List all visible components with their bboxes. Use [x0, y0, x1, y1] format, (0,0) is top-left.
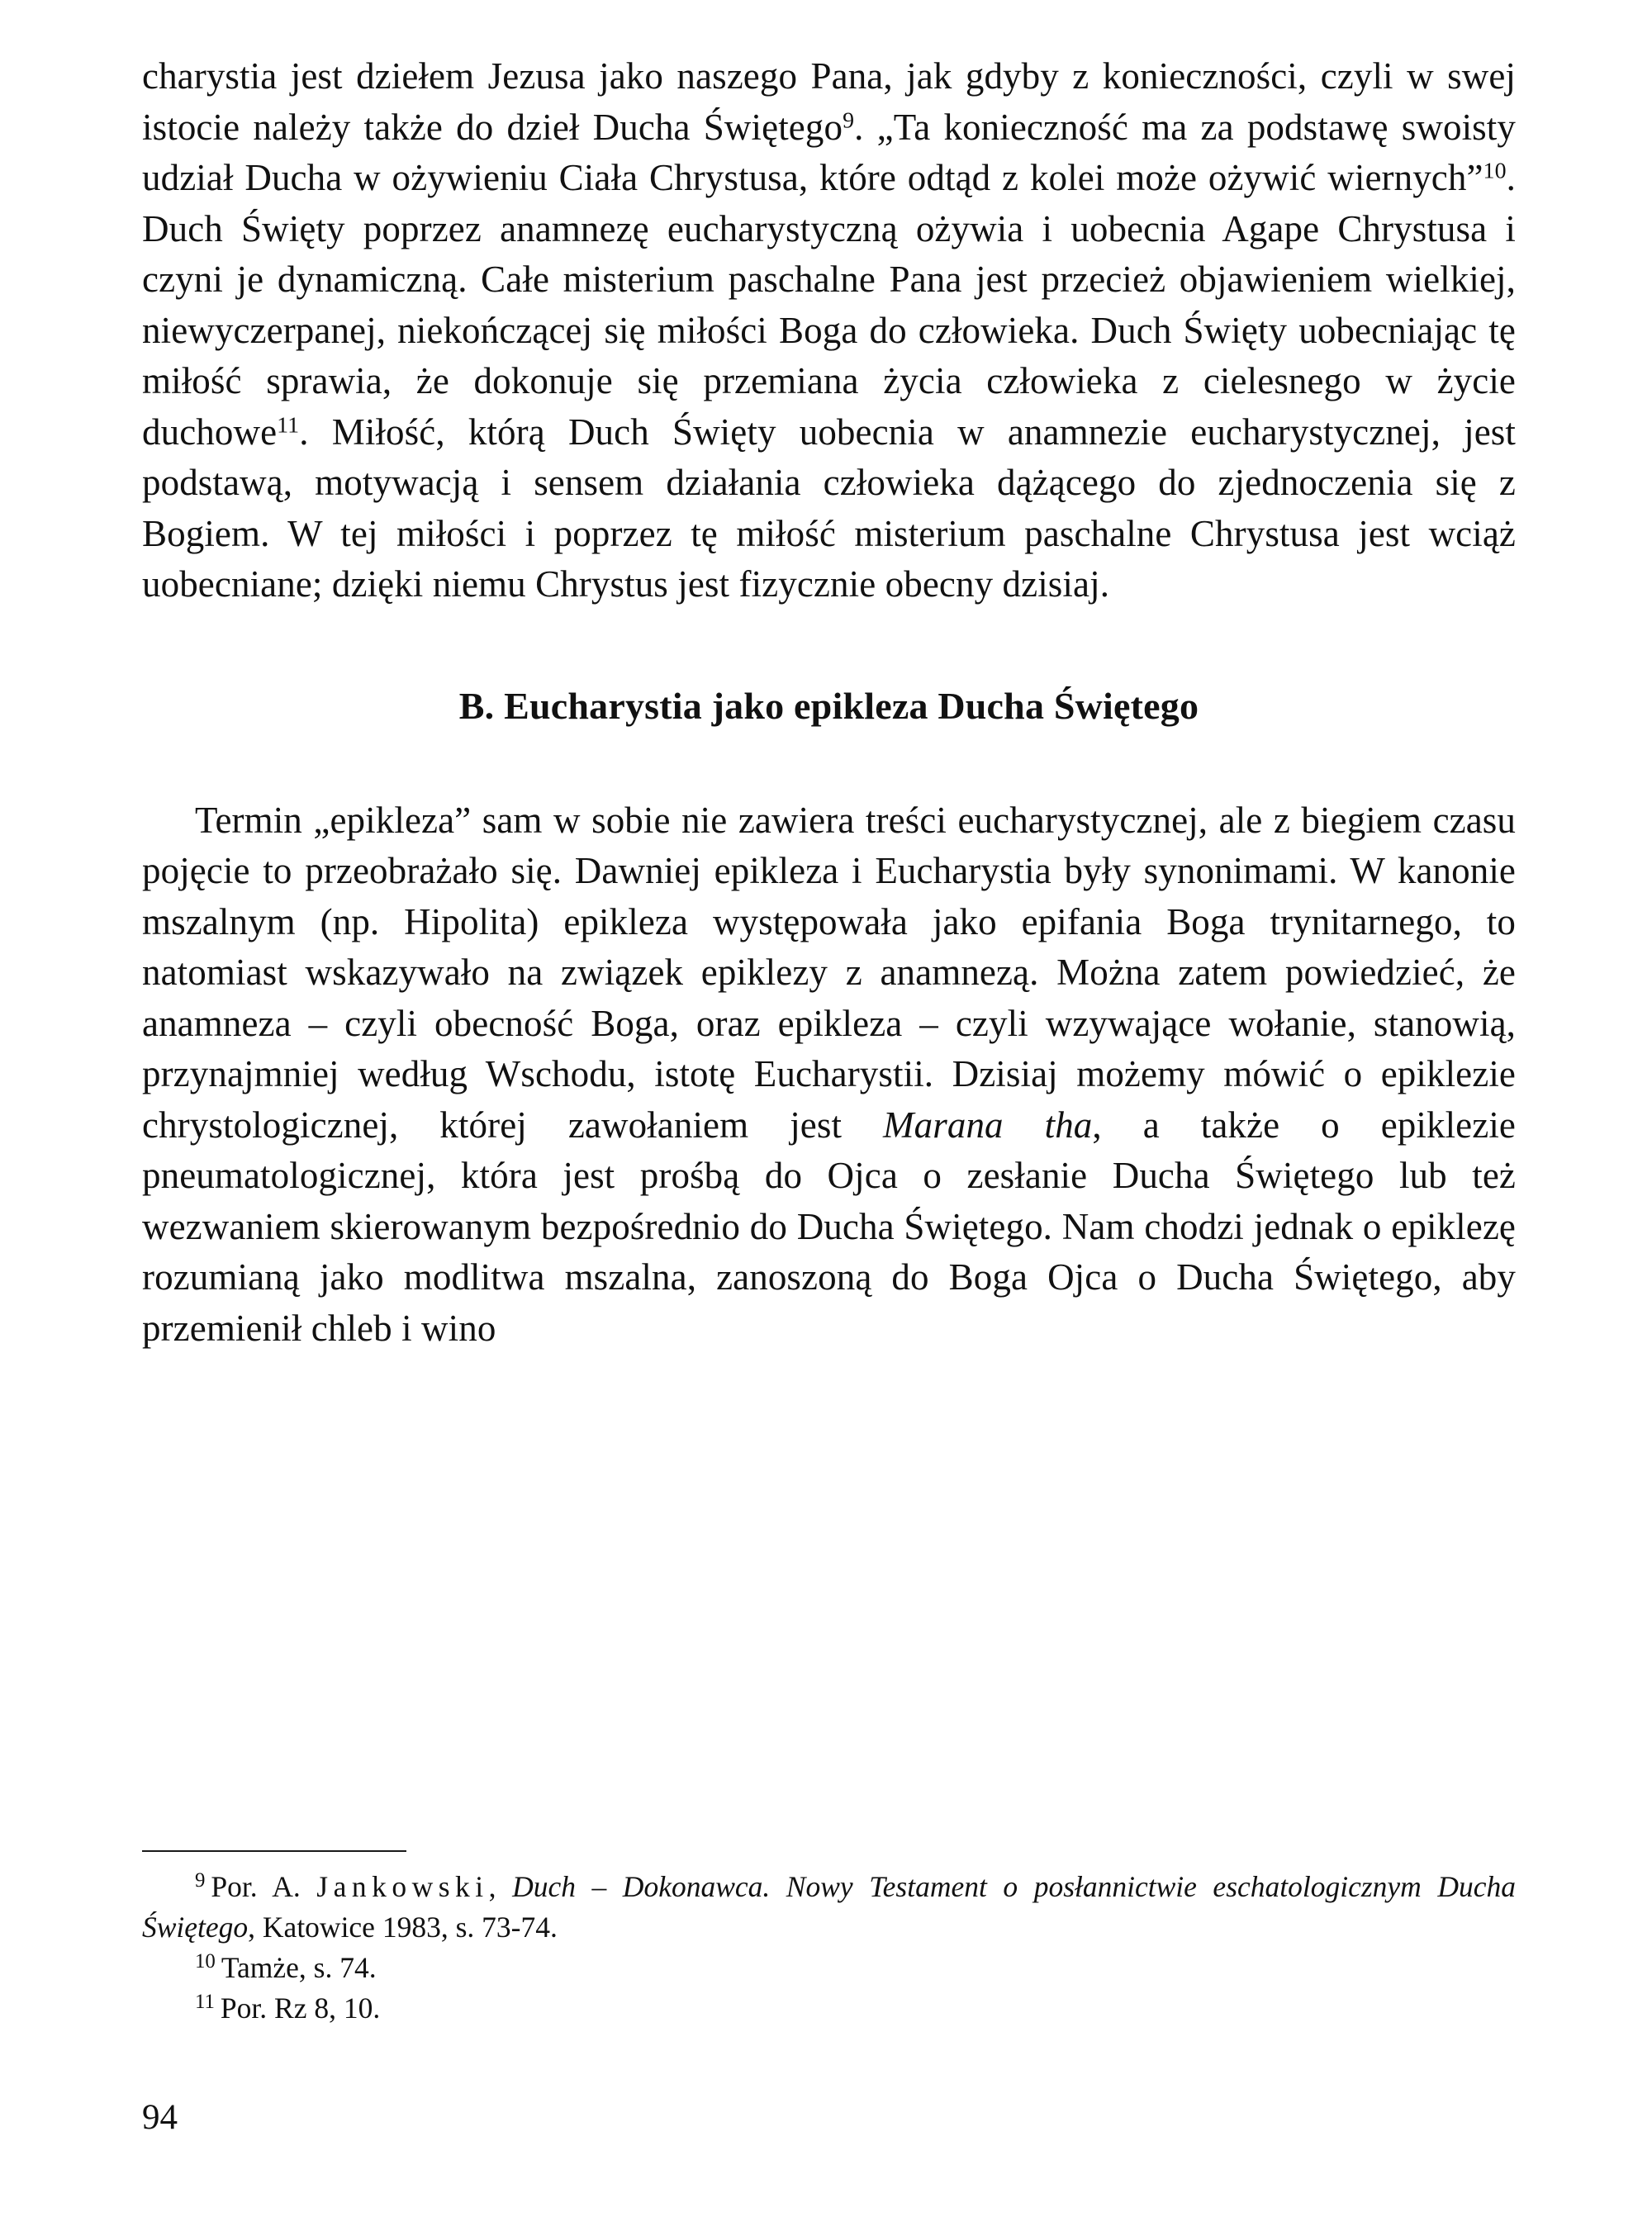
paragraph-1-segment-1: charystia jest dziełem Jezusa jako naszego Pana, jak gdyby z konieczności, czyli w swej istocie należy także do dzieł Ducha Świętego: [142, 55, 1516, 148]
footnote-number-9: 9: [195, 1868, 206, 1892]
footnote-10-text: Tamże, s. 74.: [221, 1951, 377, 1984]
section-heading-b: B. Eucharystia jako epikleza Ducha Świętego: [458, 684, 1199, 727]
footnote-9-prefix: Por. A.: [211, 1870, 317, 1903]
page-number: 94: [142, 2098, 178, 2137]
footnote-item-11: [142, 1988, 1516, 2029]
footnote-9-title: Duch – Dokonawca. Nowy Testament o posłannictwie eschatologicznym Ducha Świętego: [142, 1870, 1516, 1944]
footnote-separator-rule: [142, 1850, 406, 1852]
paragraph-2-segment-2: , a także o epiklezie pneumatologicznej, która jest prośbą do Ojca o zesłanie Ducha Świętego lub też wezwaniem skierowanym bezpośrednio do Ducha Świętego. Nam chodzi jednak o epiklezę rozumianą jako modlitwa mszalna, zanoszoną do Boga Ojca o Ducha Świętego, aby przemienił chleb i wino: [142, 1104, 1516, 1349]
spacer-below-heading: [142, 729, 1516, 795]
footnote-ref-9[interactable]: 9: [843, 107, 855, 133]
footnote-11-text: Por. Rz 8, 10.: [220, 1992, 381, 2025]
body-paragraph-1: [142, 51, 1516, 610]
footnote-9-comma: ,: [488, 1870, 513, 1903]
italic-term-marana-tha: Marana tha: [883, 1104, 1093, 1146]
footnote-ref-10[interactable]: 10: [1483, 158, 1507, 184]
footnote-9-suffix: , Katowice 1983, s. 73-74.: [248, 1911, 558, 1944]
footnote-ref-11[interactable]: 11: [277, 412, 300, 438]
footnote-block: [142, 1850, 1516, 2029]
body-paragraph-2: [142, 795, 1516, 1355]
footnote-item-9: [142, 1867, 1516, 1948]
paragraph-1-segment-3: . Duch Święty poprzez anamnezę eucharystyczną ożywia i uobecnia Agape Chrystusa i czyni je dynamiczną. Całe misterium paschalne Pana jest przecież objawieniem wielkiej, niewyczerpanej, niekończącej się miłości Boga do człowieka. Duch Święty uobecniając tę miłość sprawia, że dokonuje się przemiana życia człowieka z cielesnego w życie duchowe: [142, 157, 1516, 453]
paragraph-1-segment-4: . Miłość, którą Duch Święty uobecnia w anamnezie eucharystycznej, jest podstawą, motywacją i sensem działania człowieka dążącego do zjednoczenia się z Bogiem. W tej miłości i poprzez tę miłość misterium paschalne Chrystusa jest wciąż uobecniane; dzięki niemu Chrystus jest fizycznie obecny dzisiaj.: [142, 411, 1516, 605]
footnote-number-11: 11: [195, 1990, 215, 2013]
paragraph-2-segment-1: Termin „epikleza” sam w sobie nie zawiera treści eucharystycznej, ale z biegiem czasu pojęcie to przeobrażało się. Dawniej epikleza i Eucharystia były synonimami. W kanonie mszalnym (np. Hipolita) epikleza występowała jako epifania Boga trynitarnego, to natomiast wskazywało na związek epiklezy z anamnezą. Można zatem powiedzieć, że anamneza – czyli obecność Boga, oraz epikleza – czyli wzywające wołanie, stanowią, przynajmniej według Wschodu, istotę Eucharystii. Dzisiaj możemy mówić o epiklezie chrystologicznej, której zawołaniem jest: [142, 799, 1516, 1146]
paragraph-1-segment-2: . „Ta konieczność ma za podstawę swoisty udział Ducha w ożywieniu Ciała Chrystusa, które odtąd z kolei może ożywić wiernych”: [142, 106, 1516, 198]
footnote-number-10: 10: [195, 1949, 216, 1973]
footnote-9-author: Jankowski: [316, 1870, 489, 1903]
footnote-item-10: [142, 1948, 1516, 1988]
spacer-above-heading: [142, 610, 1516, 683]
page-body: [142, 51, 1516, 1354]
